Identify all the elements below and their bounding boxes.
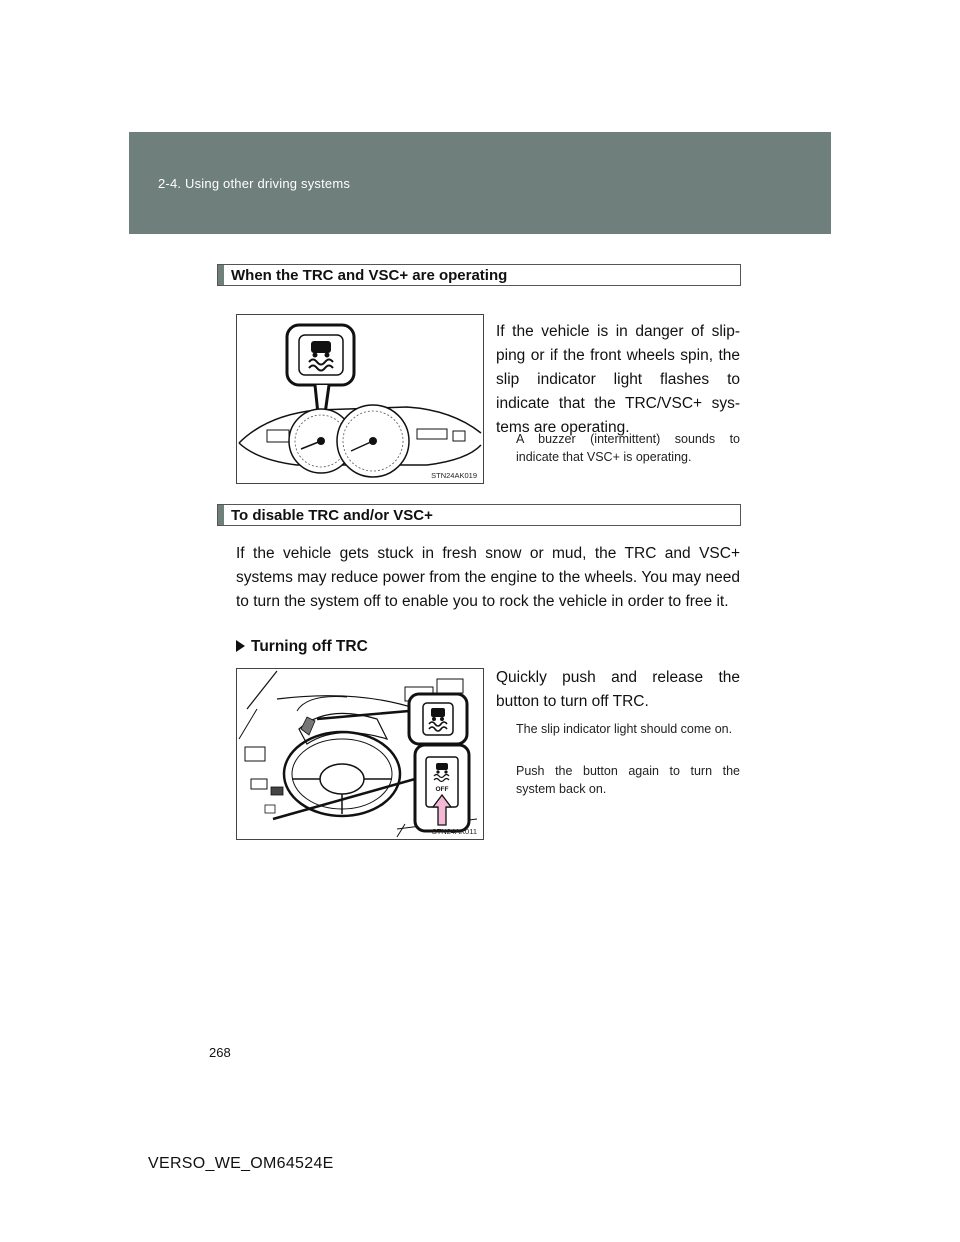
figure-trc-off-button <box>236 668 484 840</box>
subsection-title: Turning off TRC <box>251 638 368 655</box>
document-code: VERSO_WE_OM64524E <box>148 1155 334 1172</box>
section-heading-bar <box>218 265 224 285</box>
figure-code: STN24AK019 <box>431 471 477 480</box>
breadcrumb: 2-4. Using other driving systems <box>158 176 351 191</box>
page-number: 268 <box>209 1045 231 1060</box>
indicator-note: The slip indicator light should come on. <box>516 722 733 736</box>
operating-note: A buzzer (intermittent) sounds to indicate that VSC+ is operating. <box>516 432 740 464</box>
instrument-cluster-illustration <box>237 315 483 483</box>
figure-code: STN24AK011 <box>431 827 477 836</box>
disable-description: If the vehicle gets stuck in fresh snow or mud, the TRC and VSC+ systems may reduce power from the engine to the wheels. You may need to turn the system off to enable you to rock the vehicle in order to free it. <box>236 545 740 610</box>
section-heading-title: When the TRC and VSC+ are operating <box>231 267 508 284</box>
turn-off-trc-instruction: Quickly push and release the button to turn off TRC. <box>496 669 740 710</box>
dashboard-illustration <box>237 669 483 839</box>
figure-instrument-cluster <box>236 314 484 484</box>
section-heading-title: To disable TRC and/or VSC+ <box>231 507 433 524</box>
section-heading-disable <box>217 504 741 526</box>
trc-off-button-icon <box>434 763 449 793</box>
turn-on-note: Push the button again to turn the system back on. <box>516 764 740 796</box>
triangle-bullet-icon <box>236 640 245 652</box>
section-heading-bar <box>218 505 224 525</box>
off-button-label: OFF <box>435 786 449 793</box>
operating-description: If the vehicle is in danger of slip-ping or if the front wheels spin, the slip indicator light flashes to indicate that the TRC/VSC+ sys-tems are operating. <box>496 323 740 436</box>
section-heading-operating <box>217 264 741 286</box>
subsection-heading-turning-off-trc <box>236 638 368 656</box>
